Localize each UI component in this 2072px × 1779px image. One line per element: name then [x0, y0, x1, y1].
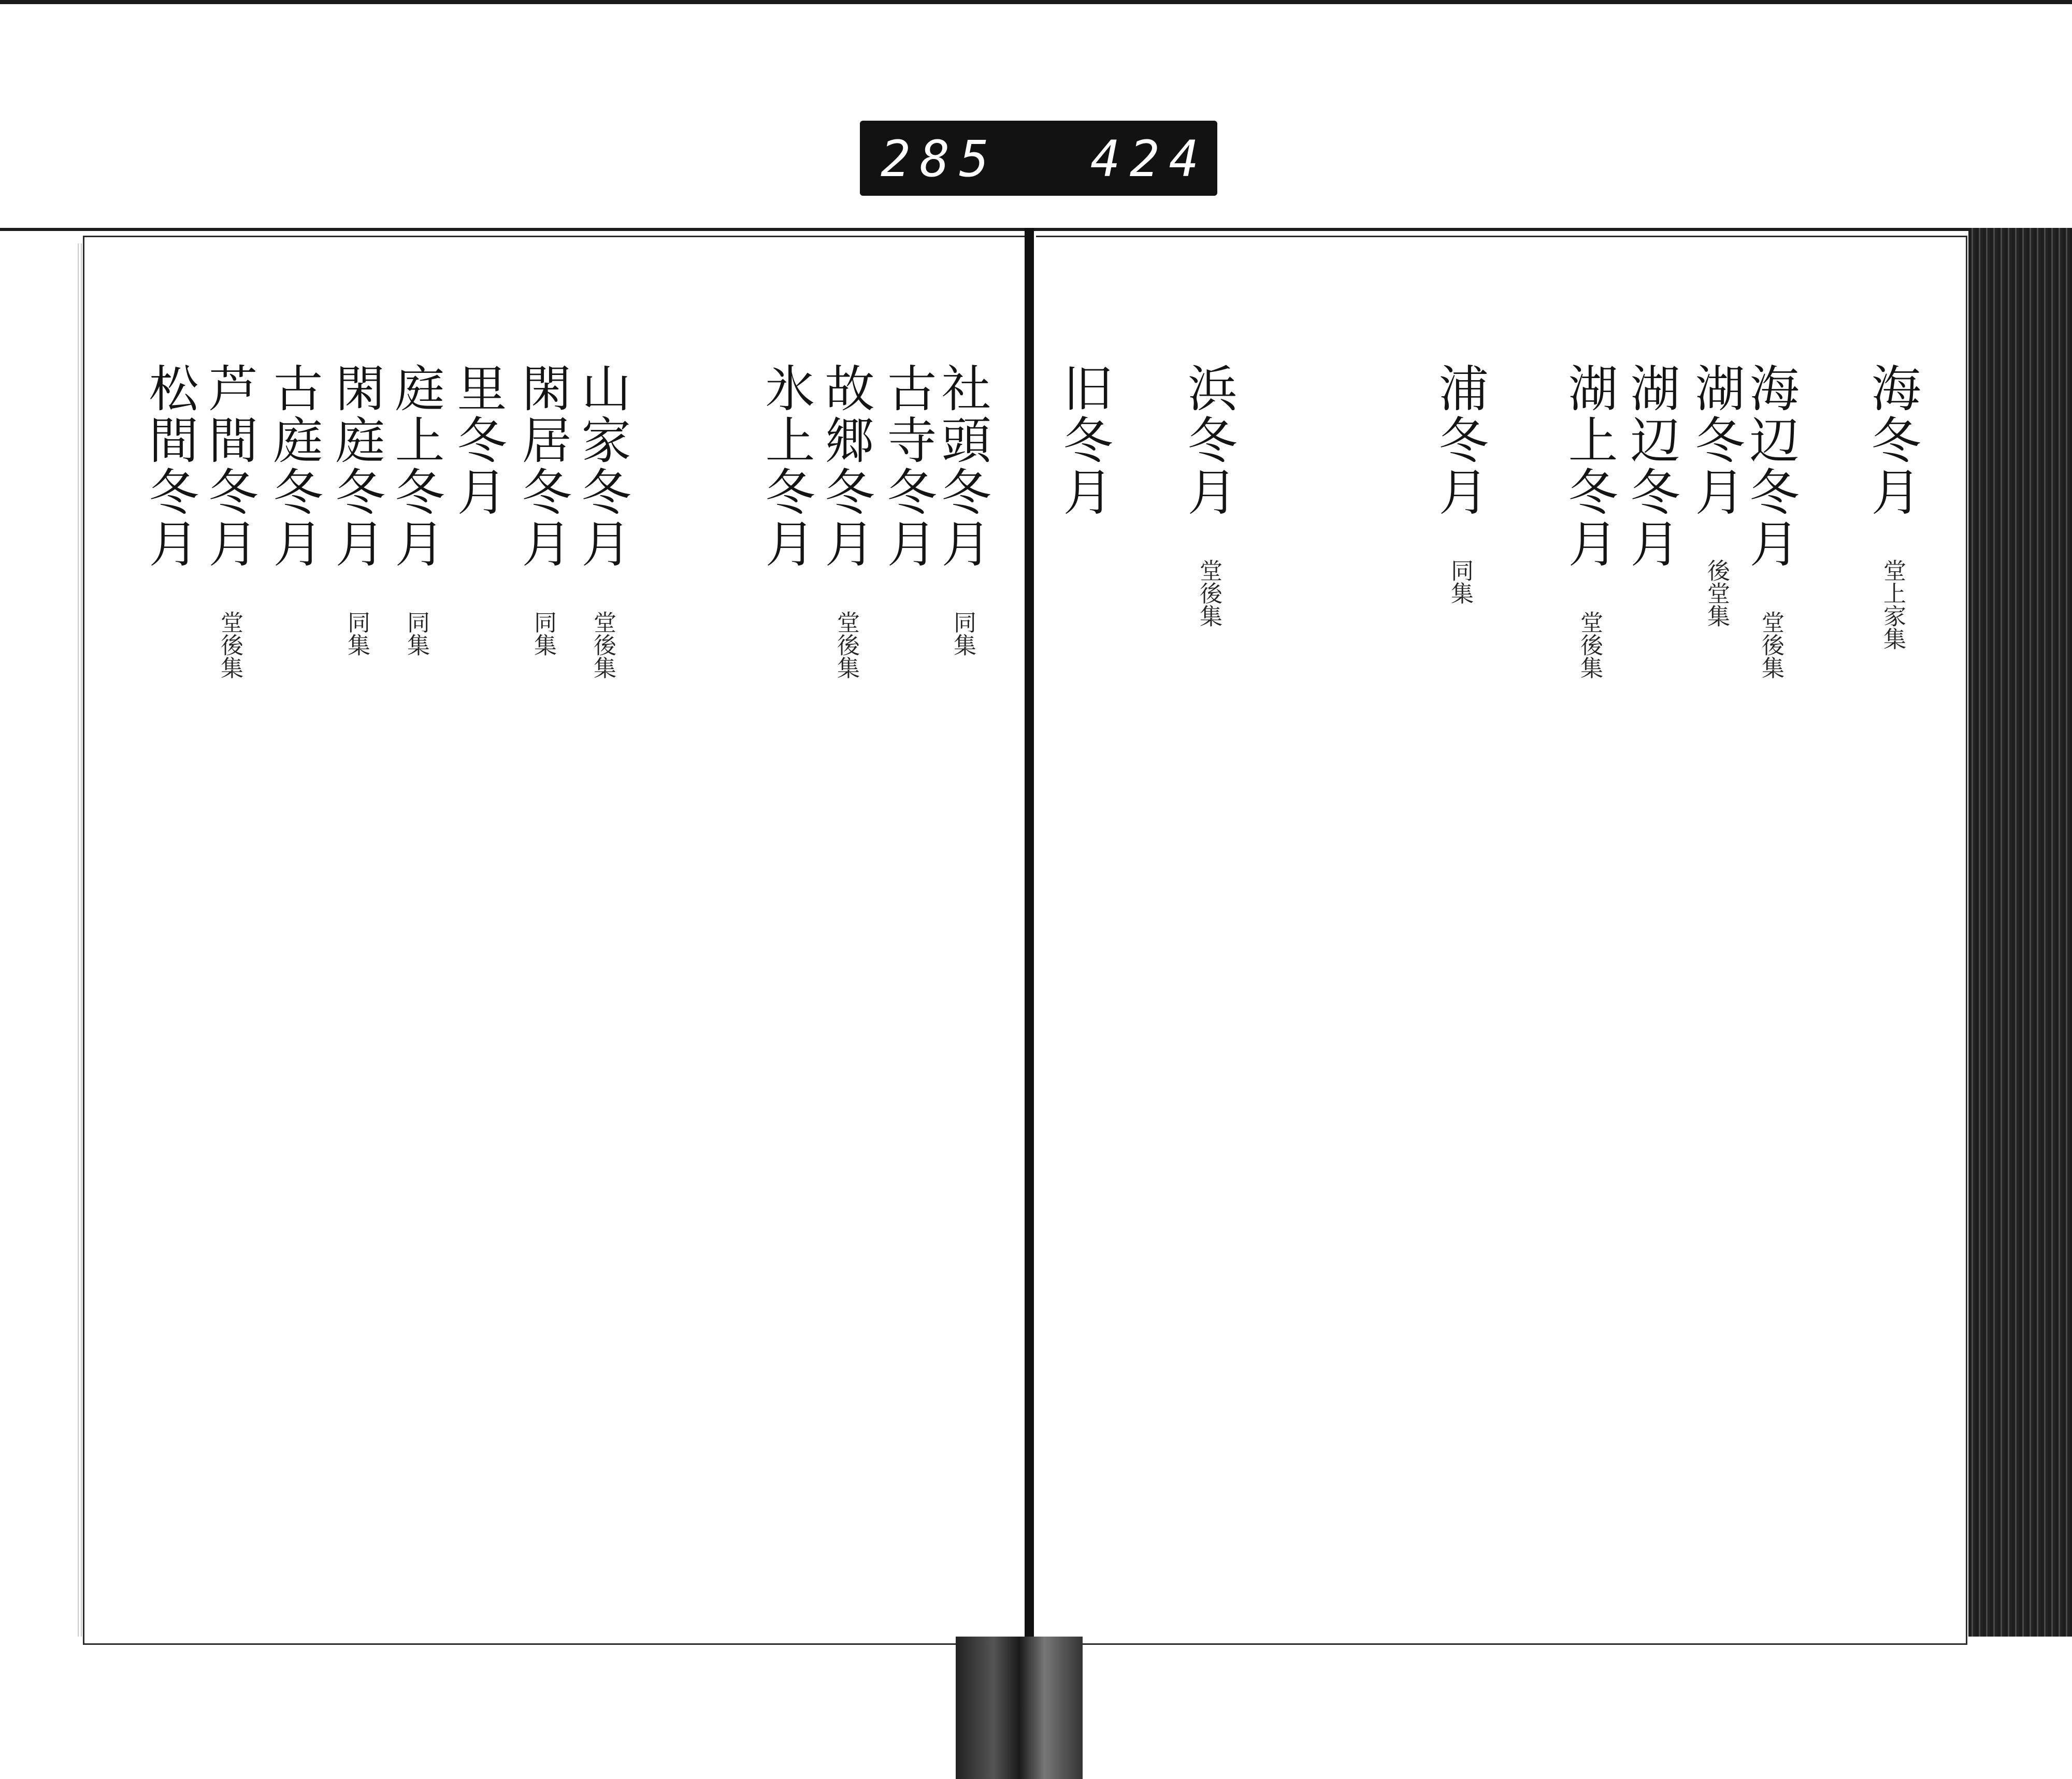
poem-title: 閑居冬月 [514, 363, 572, 570]
poem-title: 湖冬月 [1687, 363, 1745, 518]
poem-column [573, 363, 631, 679]
poem-column [200, 363, 258, 679]
poem-source: 堂後集 [1758, 611, 1784, 679]
poem-column [265, 363, 323, 570]
poem-source: 堂後集 [833, 611, 859, 679]
poem-title: 故郷冬月 [817, 363, 875, 570]
poem-title: 古庭冬月 [265, 363, 323, 570]
poem-column [1742, 363, 1800, 679]
poem-title: 松間冬月 [141, 363, 199, 570]
poem-source: 堂後集 [217, 611, 243, 679]
poem-column [1863, 363, 1921, 650]
film-strip-divider [0, 228, 2072, 231]
poem-column [817, 363, 875, 679]
poem-source: 同集 [403, 611, 429, 656]
frame-number-right: 424 [1090, 130, 1208, 188]
poem-column [1179, 363, 1238, 627]
poem-source: 同集 [949, 611, 976, 656]
poem-title: 芦間冬月 [200, 363, 258, 570]
poem-title: 氷上冬月 [757, 363, 815, 570]
poem-title: 里冬月 [449, 363, 507, 518]
gutter-shadow [956, 1637, 1083, 1779]
poem-title: 湖上冬月 [1560, 363, 1618, 570]
poem-column [933, 363, 991, 656]
frame-number-left: 285 [881, 130, 999, 188]
poem-title: 海辺冬月 [1742, 363, 1800, 570]
poem-column [1431, 363, 1489, 604]
right-page [1036, 236, 1967, 1645]
fore-edge-pages [1968, 228, 2072, 1637]
poem-source: 堂後集 [589, 611, 616, 679]
frame-number-label [860, 121, 1217, 196]
poem-title: 旧冬月 [1055, 363, 1113, 518]
poem-source: 同集 [343, 611, 370, 656]
poem-source: 後堂集 [1703, 559, 1730, 627]
film-strip-top-edge [0, 0, 2072, 4]
poem-title: 閑庭冬月 [327, 363, 385, 570]
poem-column [387, 363, 445, 656]
poem-title: 山家冬月 [573, 363, 631, 570]
poem-column [514, 363, 572, 656]
poem-column [1055, 363, 1113, 518]
poem-source: 堂後集 [1576, 611, 1603, 679]
poem-source: 堂上家集 [1879, 559, 1906, 650]
poem-column [1687, 363, 1745, 627]
poem-column [1622, 363, 1680, 570]
poem-source: 堂後集 [1196, 559, 1222, 627]
poem-source: 同集 [530, 611, 556, 656]
poem-column [757, 363, 815, 570]
poem-column [1560, 363, 1618, 679]
book-gutter [1025, 228, 1034, 1647]
poem-title: 庭上冬月 [387, 363, 445, 570]
poem-title: 湖辺冬月 [1622, 363, 1680, 570]
poem-title: 浜冬月 [1179, 363, 1238, 518]
poem-title: 社頭冬月 [933, 363, 991, 570]
poem-title: 海冬月 [1863, 363, 1921, 518]
poem-column [449, 363, 507, 518]
poem-column [327, 363, 385, 656]
poem-column [141, 363, 199, 570]
poem-title: 古寺冬月 [879, 363, 937, 570]
poem-column [879, 363, 937, 570]
poem-source: 同集 [1447, 559, 1473, 604]
poem-title: 浦冬月 [1431, 363, 1489, 518]
